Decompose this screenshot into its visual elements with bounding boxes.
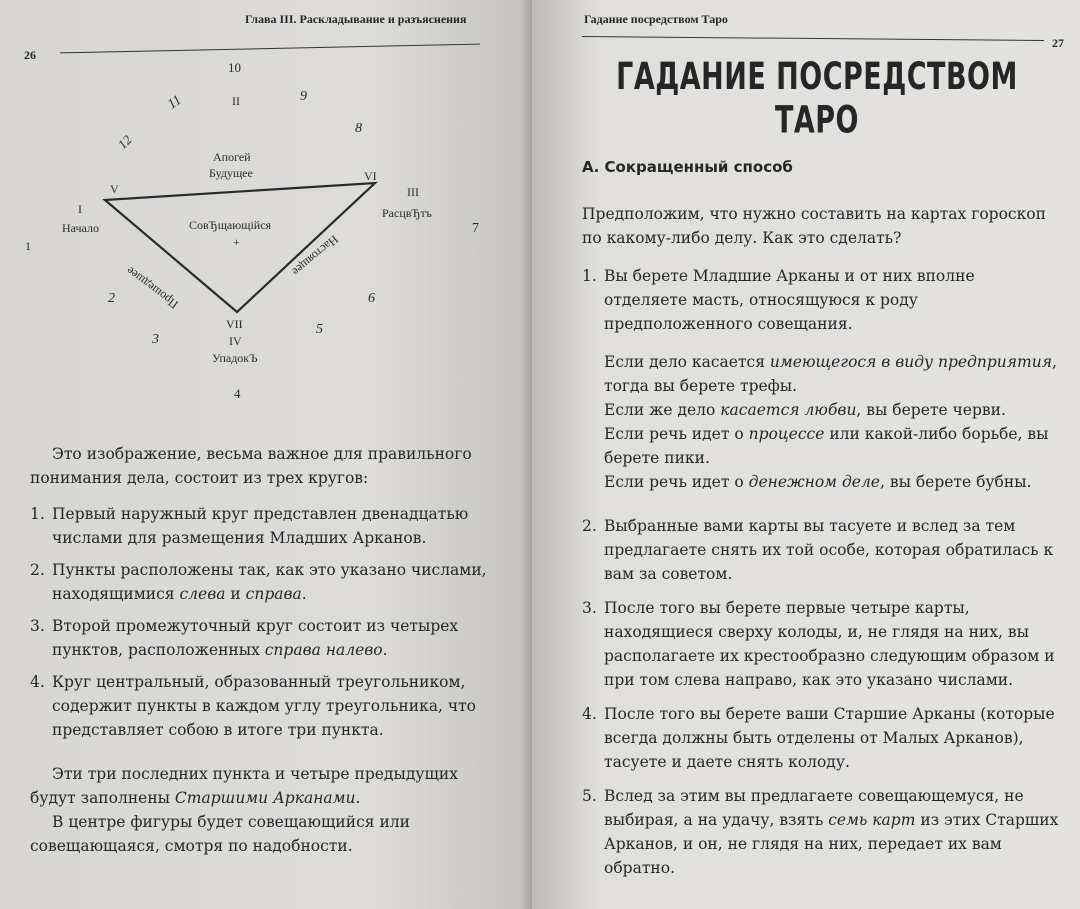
outer-number-11: 11: [165, 92, 185, 113]
label-decline: УпадокЪ: [212, 351, 258, 365]
inner-numeral-2: II: [232, 94, 240, 108]
list-item: 4. После того вы берете ваши Старшие Арканы (которые всегда должны быть отделены от Малых Арканов), тасуете и даете снять колоду.: [582, 705, 1055, 771]
center-mark: +: [233, 235, 240, 249]
label-flourishing: РасцвЂтъ: [382, 206, 432, 220]
label-future: Будущее: [209, 166, 253, 180]
label-apogee: Апогей: [213, 150, 251, 164]
intro-paragraph: Предположим, что нужно составить на картах гороскоп по какому-либо делу. Как это сделать?: [582, 205, 1046, 247]
suit-cases: [582, 350, 1062, 494]
case-line: Если дело касается имеющегося в виду предприятия, тогда вы берете трефы.: [604, 353, 1057, 395]
running-head: Глава III. Раскладывание и разъяснения: [245, 12, 467, 26]
outer-number-8: 8: [355, 121, 362, 136]
label-beginning: Начало: [62, 221, 99, 235]
inner-numeral-4: IV: [229, 334, 242, 348]
triangle-numeral-6: VI: [364, 169, 377, 183]
tarot-spread-diagram: [0, 50, 532, 410]
left-body: [30, 442, 490, 858]
outer-number-10: 10: [228, 60, 241, 75]
outro-paragraph-2: В центре фигуры будет совещающийся или совещающаяся, смотря по надобности.: [30, 813, 410, 855]
list-item: 5. Вслед за этим вы предлагаете совещающемуся, не выбирая, а на удачу, взять семь карт из этих Старших Арканов, и он, не глядя на них, передает их вам обратно.: [582, 787, 1059, 877]
inner-numeral-3: III: [407, 185, 419, 199]
list-item: 1. Первый наружный круг представлен двенадцатью числами для размещения Младших Арканов.: [30, 505, 469, 547]
inner-numeral-1: I: [78, 202, 82, 216]
left-page: [0, 0, 532, 909]
outro-paragraph: Эти три последних пункта и четыре предыдущих будут заполнены Старшими Арканами.: [30, 765, 458, 807]
outer-number-3: 3: [152, 332, 159, 347]
outer-number-5: 5: [316, 322, 323, 337]
right-page: [532, 0, 1080, 909]
page-number: 27: [1052, 36, 1064, 50]
outer-number-1: 1: [25, 239, 31, 253]
outer-number-7: 7: [472, 221, 479, 236]
case-line: Если же дело касается любви, вы берете черви.: [604, 401, 1006, 419]
triangle-numeral-7: VII: [226, 317, 243, 331]
triangle-numeral-5: V: [110, 182, 119, 196]
case-line: Если речь идет о процессе или какой-либо борьбе, вы берете пики.: [604, 425, 1049, 467]
outer-number-12: 12: [114, 132, 135, 152]
list-item: 2. Выбранные вами карты вы тасуете и вслед за тем предлагаете снять их той особе, которая обратилась к вам за советом.: [582, 517, 1054, 583]
outer-number-6: 6: [368, 291, 375, 306]
outer-number-9: 9: [300, 89, 307, 104]
page-title: ГАДАНИЕ ПОСРЕДСТВОМ ТАРО: [616, 55, 1018, 143]
label-consultant: СовЂщающійся: [189, 218, 272, 232]
list-item: 4. Круг центральный, образованный треугольником, содержит пункты в каждом углу треугольника, что представляет собою в итоге три пункта.: [30, 673, 477, 739]
outer-number-4: 4: [234, 386, 241, 401]
right-body: [582, 202, 1062, 880]
header-rule: [582, 36, 1044, 41]
label-past: Прошедшее: [123, 263, 181, 312]
intro-paragraph: Это изображение, весьма важное для правильного понимания дела, состоит из трех кругов:: [30, 445, 472, 487]
list-item: 3. После того вы берете первые четыре карты, находящиеся сверху колоды, и, не глядя на них, вы располагаете их крестообразно следующим образом и при том слева направо, как это указано числами.: [582, 599, 1055, 689]
list-item: 3. Второй промежуточный круг состоит из четырех пунктов, расположенных справа налево.: [30, 617, 459, 659]
list-item: 2. Пункты расположены так, как это указано числами, находящимися слева и справа.: [30, 561, 487, 603]
label-present: Настоящее: [289, 232, 342, 279]
case-line: Если речь идет о денежном деле, вы берете бубны.: [604, 473, 1032, 491]
outer-number-2: 2: [108, 291, 115, 306]
section-subtitle: А. Сокращенный способ: [582, 158, 793, 176]
page-number: 26: [24, 48, 36, 62]
running-head: Гадание посредством Таро: [584, 12, 728, 26]
list-item: 1. Вы берете Младшие Арканы и от них вполне отделяете масть, относящуюся к роду предположенного совещания.: [582, 267, 975, 333]
